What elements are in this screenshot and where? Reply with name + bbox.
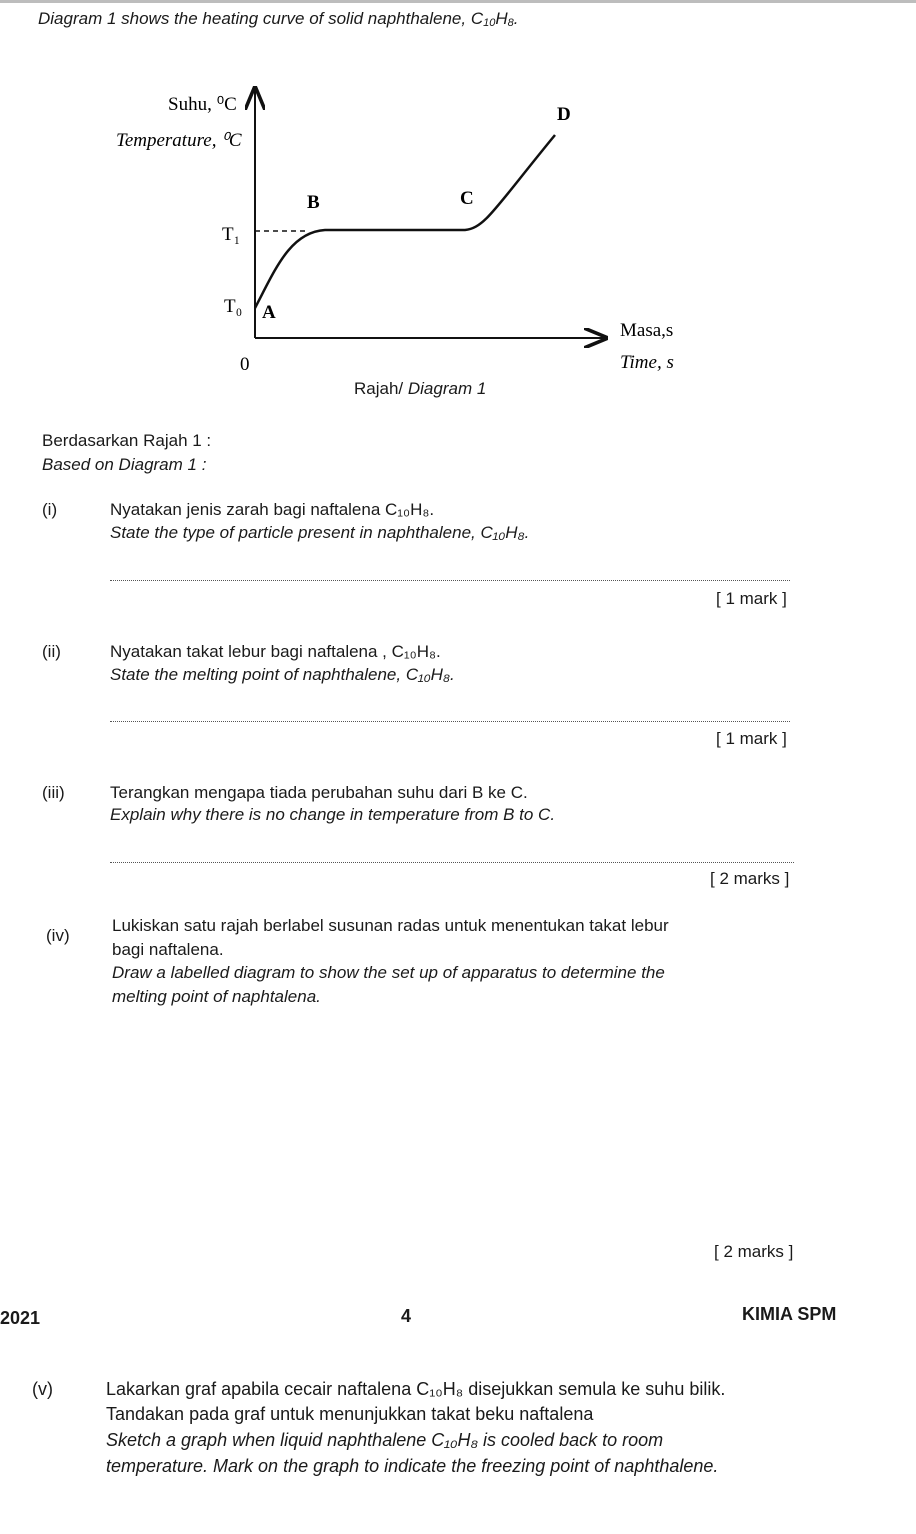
y-label-en: Temperature, ⁰C: [116, 130, 242, 151]
formula-h-sub: 8: [507, 17, 514, 29]
origin-label: 0: [240, 354, 250, 375]
diagram-caption: [354, 378, 486, 400]
intro-line: [38, 8, 519, 30]
y-label-ms: Suhu, ⁰C: [168, 94, 237, 115]
heating-curve: [255, 135, 555, 308]
question-iii-marks: [710, 868, 789, 890]
question-v-en-line2: temperature. Mark on the graph to indicate the freezing point of naphthalene.: [106, 1456, 719, 1476]
answer-line-iii[interactable]: [110, 862, 794, 863]
answer-line-ii[interactable]: [110, 721, 790, 722]
question-iv-marks: [714, 1241, 793, 1263]
drawing-area-iv[interactable]: [112, 1020, 802, 1220]
question-ii-marks: [716, 728, 787, 750]
x-label-ms: Masa,s: [620, 320, 674, 341]
cropped-previous-line: [0, 0, 916, 3]
question-iv-en-line1: Draw a labelled diagram to show the set up of apparatus to determine the: [112, 963, 665, 982]
point-a-label: A: [262, 302, 276, 323]
question-v-ms-line2: Tandakan pada graf untuk menunjukkan takat beku naftalena: [106, 1404, 594, 1424]
question-i-marks: [716, 588, 787, 610]
question-v-en-line1: Sketch a graph when liquid naphthalene C₁₀H₈ is cooled back to room: [106, 1430, 664, 1450]
caption-ms: Rajah/: [354, 379, 404, 398]
footer-page-number: 4: [401, 1306, 412, 1326]
question-i-en: State the type of particle present in naphthalene, C₁₀H₈.: [110, 523, 530, 542]
question-i-number: (i): [42, 500, 58, 519]
question-ii-number: (ii): [42, 642, 61, 661]
answer-line-i[interactable]: [110, 580, 790, 581]
question-iv-ms-line2: bagi naftalena.: [112, 940, 224, 959]
marks-text: [ 1 mark ]: [716, 589, 787, 608]
question-iv-en-line2: melting point of naphtalena.: [112, 987, 321, 1006]
point-d-label: D: [557, 104, 571, 125]
question-ii-ms: Nyatakan takat lebur bagi naftalena , C₁₀H₈.: [110, 642, 441, 661]
marks-text: [ 1 mark ]: [716, 729, 787, 748]
question-iii-ms: Terangkan mengapa tiada perubahan suhu dari B ke C.: [110, 783, 528, 802]
question-v-ms-line1: Lakarkan graf apabila cecair naftalena C₁₀H₈ disejukkan semula ke suhu bilik.: [106, 1379, 726, 1399]
intro-end: .: [513, 9, 519, 28]
t0-label: T₀: [224, 296, 243, 317]
question-ii-en: State the melting point of naphthalene, C₁₀H₈.: [110, 665, 455, 684]
caption-en: Diagram 1: [403, 379, 487, 398]
x-label-en: Time, s: [620, 352, 674, 373]
question-iv-ms-line1: Lukiskan satu rajah berlabel susunan radas untuk menentukan takat lebur: [112, 916, 669, 935]
footer-subject: KIMIA SPM: [742, 1304, 837, 1324]
question-v-number: (v): [32, 1379, 53, 1399]
t1-label: T₁: [222, 224, 241, 245]
question-iii-number: (iii): [42, 783, 65, 802]
point-b-label: B: [307, 192, 320, 213]
question-iv-number: (iv): [46, 926, 70, 945]
marks-text: [ 2 marks ]: [714, 1242, 794, 1261]
intro-text: Diagram 1 shows the heating curve of solid naphthalene,: [38, 9, 471, 28]
question-iii-en: Explain why there is no change in temperature from B to C.: [110, 805, 556, 824]
based-en: Based on Diagram 1 :: [42, 455, 207, 474]
point-c-label: C: [460, 188, 474, 209]
marks-text: [ 2 marks ]: [710, 869, 790, 888]
formula-c: C: [470, 9, 484, 28]
footer-year: 2021: [0, 1308, 41, 1328]
formula-h: H: [495, 9, 508, 28]
formula-c-sub: 10: [483, 17, 496, 29]
question-i-ms: Nyatakan jenis zarah bagi naftalena C₁₀H₈.: [110, 500, 435, 519]
heating-curve-diagram: [100, 80, 700, 410]
based-ms: Berdasarkan Rajah 1 :: [42, 431, 212, 450]
